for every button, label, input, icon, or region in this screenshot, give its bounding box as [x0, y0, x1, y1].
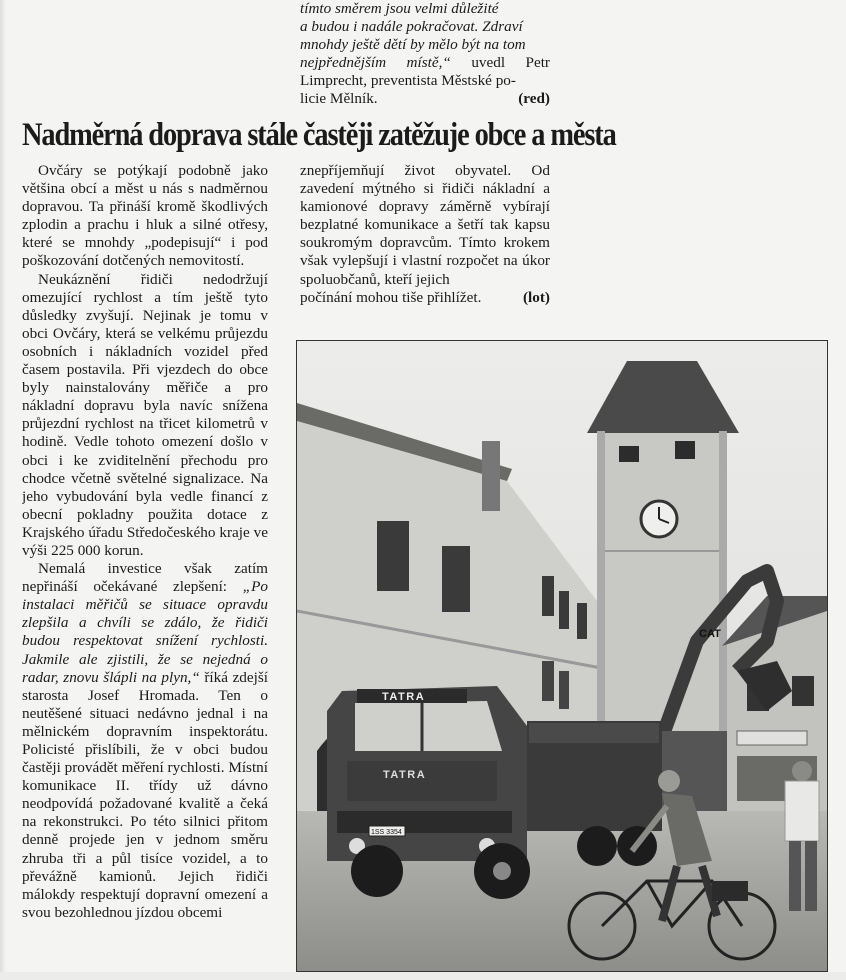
article-column-right — [300, 162, 550, 307]
article-photo — [296, 340, 828, 972]
excavator-brand: CAT — [699, 628, 721, 640]
paragraph: Ovčáry se potýkají podobně jako většina obcí a měst u nás s nadměrnou dopravou. Ta přináší kromě škodlivých zplodin a prachu i hluk a silné otřesy, které se mnohdy „podepisují“ i pod poškozování dotčených nemovitostí. — [22, 162, 268, 270]
text-line: počínání mohou tiše přihlížet. — [300, 288, 482, 306]
previous-article-ending — [300, 0, 550, 109]
truck-plate: 1SS 3354 — [371, 829, 402, 836]
article-column-left — [22, 162, 268, 974]
text-line: Limprecht, preventista Městské po- — [300, 72, 516, 90]
text-quote: nejpřednějším místě,“ — [300, 54, 451, 72]
truck-brand-top: TATRA — [382, 691, 426, 703]
text-line: uvedl Petr — [471, 54, 550, 72]
paragraph: Neukáznění řidiči nedodržují omezující rychlost a tím ještě tyto důsledky zvyšují. Nejinak je tomu v obci Ovčáry, která se velkému průjezdu osobních i nákladních vozidel před časem postavila. Při vjezdech do obce byly nainstalovány měřiče a pro nákladní dopravu byla navíc snížena průjezdní rychlost na třicet kilometrů v hodině. Vedle tohoto omezení došlo v obci i ke zviditelnění přechodu pro chodce včetně světelné signalizace. Na jeho vybudování byla vedle financí z obecní pokladny použita dotace z Krajského úřadu Středočeského kraje ve výši 225 000 korun. — [22, 270, 268, 559]
text-line: tímto směrem jsou velmi důležité — [300, 0, 499, 17]
photo-illustration — [297, 341, 827, 971]
text-span: Nemalá investice však zatím nepřináší očekávané zlepšení: — [22, 560, 268, 596]
author-tag: (lot) — [523, 288, 550, 306]
text-span: říká zdejší starosta Josef Hromada. Ten o neutěšené situaci nedávno jednal i na mělnickém dopravním inspektorátu. Policisté přislíbili, že v obci budou častěji provádět měření rychlosti. Místní komunikace II. třídy už dávno neodpovídá požadované kvalitě a čeká na rekonstrukci. Po této silnici přitom denně projede jen v jednom směru zhruba tři a půl tisíce vozidel, a to převážně kamionů. Jejich řidiči málokdy respektují dopravní omezení a svou bezohlednou jízdou obcemi — [22, 668, 268, 921]
article-headline: Nadměrná doprava stále častěji zatěžuje obce a města — [22, 117, 616, 153]
text-line: a budou i nadále pokračovat. Zdraví — [300, 18, 523, 36]
author-tag: (red) — [518, 90, 550, 108]
scan-edge — [0, 972, 846, 980]
truck-brand-grille: TATRA — [383, 769, 427, 781]
text-line: licie Mělník. — [300, 90, 378, 108]
paragraph: znepříjemňují život obyvatel. Od zavedení mýtného si řidiči nákladní a kamionové dopravy záměrně vybírají bezplatné komunikace a šetří tak kapsu soukromým dopravcům. Tímto krokem však vylepšují i vlastní rozpočet na úkor spoluobčanů, kteří jejich — [300, 162, 550, 288]
paragraph — [22, 560, 268, 922]
scan-edge — [0, 0, 6, 980]
text-line: mnohdy ještě dětí by mělo být na tom — [300, 36, 526, 54]
quote-span: „Po instalaci měřičů se situace opravdu zlepšila a chvíli se zdálo, že řidiči budou respektovat snížení rychlosti. Jakmile ale zjistili, že se nejedná o radar, znovu šlápli na plyn,“ — [22, 578, 268, 686]
